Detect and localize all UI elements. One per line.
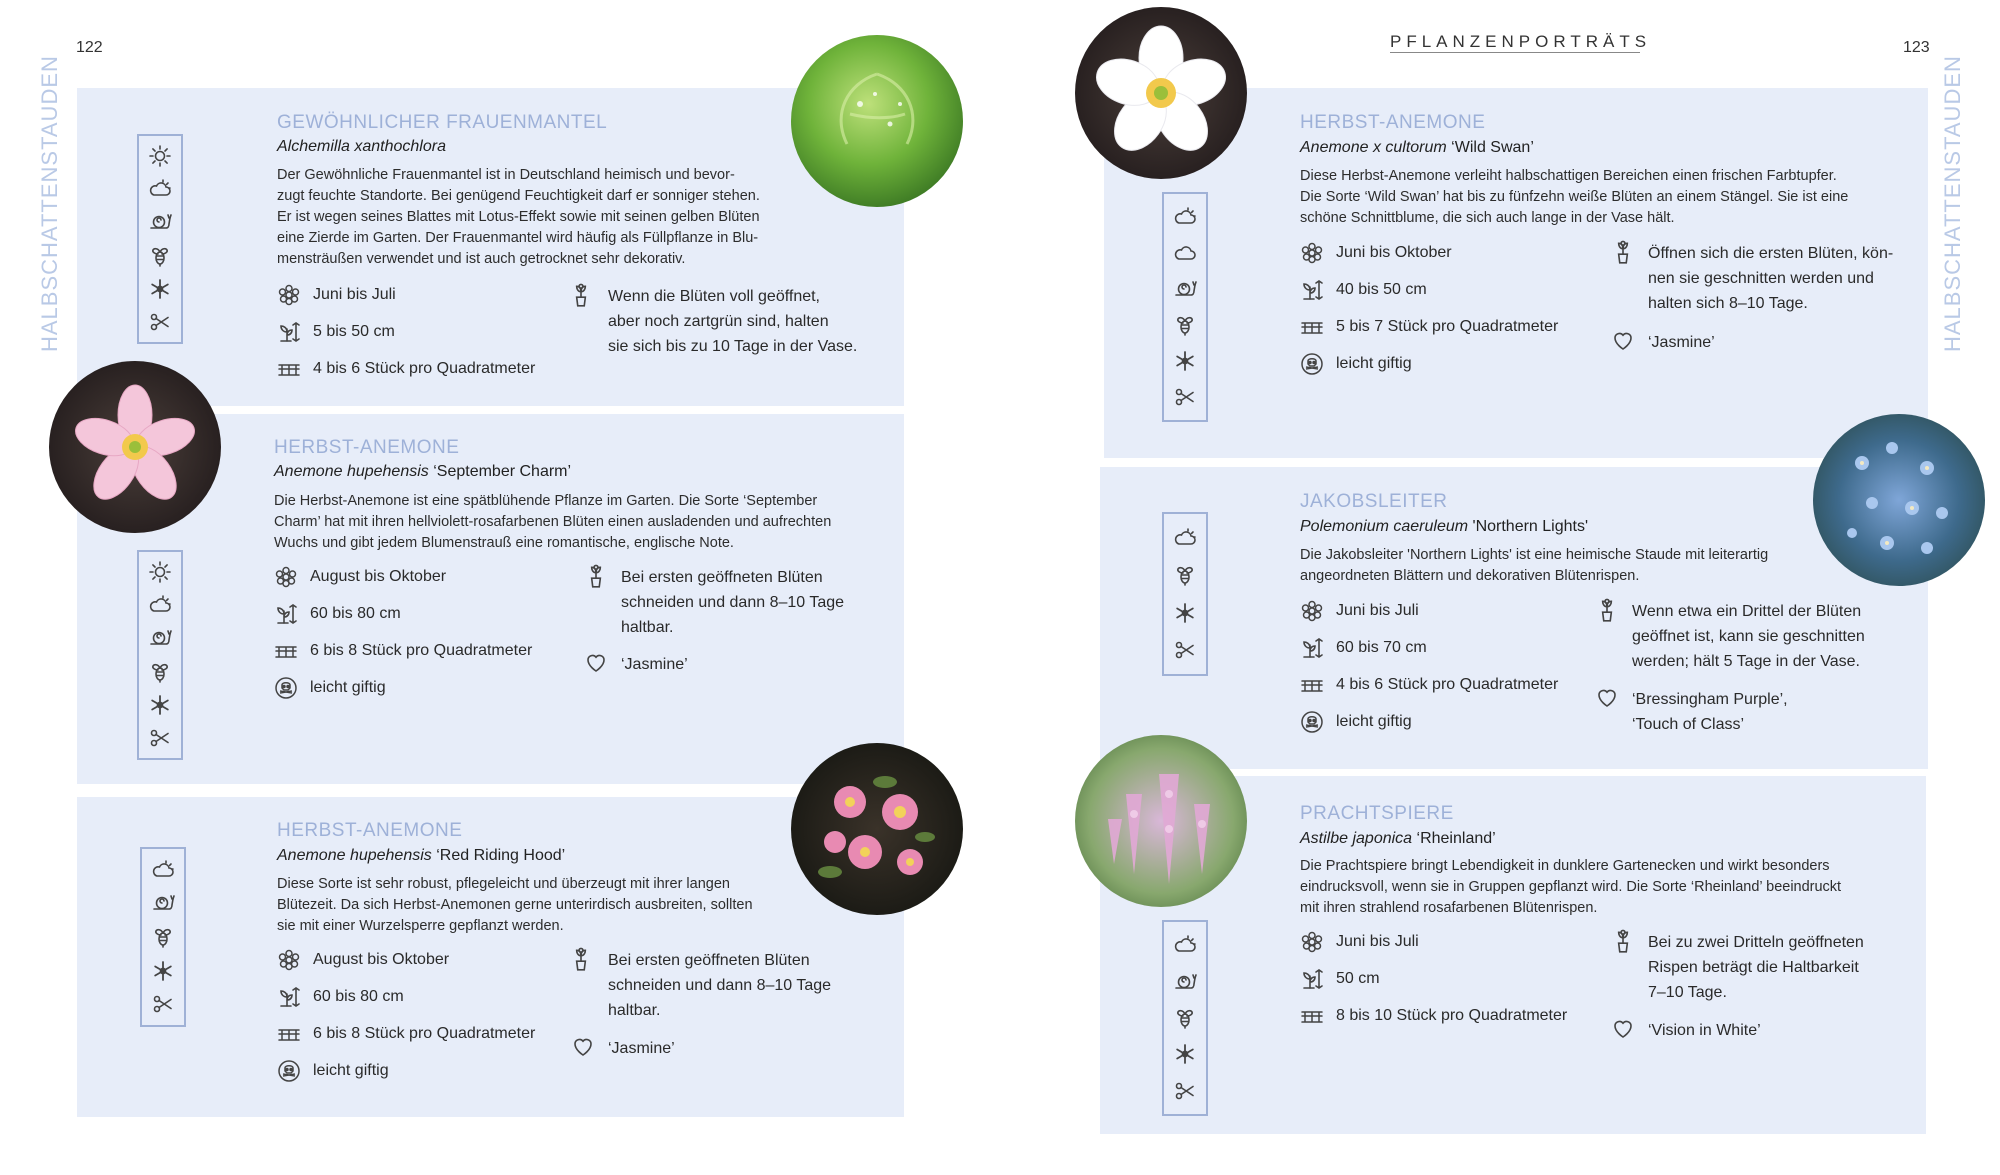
snowflake-icon xyxy=(147,276,173,302)
bloom-period: Juni bis Juli xyxy=(313,285,396,303)
plant-facts xyxy=(275,276,535,387)
plant-photo-wild-swan xyxy=(1074,6,1248,180)
plant-facts xyxy=(1298,234,1558,382)
plant-height: 60 bis 80 cm xyxy=(313,987,404,1005)
flower-icon xyxy=(1298,928,1326,956)
plant-description: Die Herbst-Anemone ist eine spätblühende Pflanze im Garten. Die Sorte ‘September Charm’ hat mit ihren hellviolett-rosafarbenen Blüten einen ausladenden und aufrechten Wuchs und gibt jedem Blumenstrauß eine romantische, englische Note. xyxy=(274,493,832,551)
plant-photo-frauenmantel xyxy=(790,34,964,208)
half-shade-icon xyxy=(1172,525,1198,551)
plant-title: PRACHTSPIERE xyxy=(1300,803,1454,824)
plant-height: 60 bis 70 cm xyxy=(1336,638,1427,656)
plant-title: HERBST-ANEMONE xyxy=(277,820,463,841)
flower-icon xyxy=(1298,239,1326,267)
spacing-icon xyxy=(1298,313,1326,341)
bee-icon xyxy=(147,659,173,685)
plant-spacing: 8 bis 10 Stück pro Quadratmeter xyxy=(1336,1006,1568,1024)
vase-icon xyxy=(1610,239,1638,267)
bloom-period: August bis Oktober xyxy=(313,950,450,968)
sun-icon xyxy=(147,559,173,585)
plant-latin-name: Polemonium caeruleum 'Northern Lights' xyxy=(1300,518,1589,535)
snail-icon xyxy=(147,625,173,651)
scissors-icon xyxy=(147,725,173,751)
flower-icon xyxy=(275,281,303,309)
half-shade-icon xyxy=(1172,932,1198,958)
plant-title: HERBST-ANEMONE xyxy=(274,437,460,458)
bee-icon xyxy=(1172,1005,1198,1031)
plant-spacing: 4 bis 6 Stück pro Quadratmeter xyxy=(1336,675,1559,693)
header-underline xyxy=(1390,52,1640,53)
plant-description: Der Gewöhnliche Frauenmantel ist in Deutschland heimisch und bevor- zugt feuchte Standorte. Bei genügend Feuchtigkeit darf er sonniger stehen. Er ist wegen seines Blattes mit Lotus-Effekt sowie mit seinen gelben Blüten eine Zierde im Garten. Der Frauenmantel wird häufig als Füllpflanze in Blu- mensträußen verwendet und ist auch getrocknet sehr dekorativ. xyxy=(277,167,760,267)
half-shade-icon xyxy=(147,176,173,202)
plant-facts xyxy=(272,558,532,706)
plant-facts xyxy=(1298,923,1567,1034)
toxic-icon xyxy=(1298,708,1326,736)
plant-latin-name: Astilbe japonica ‘Rheinland’ xyxy=(1300,830,1496,847)
pairing-text: ‘Jasmine’ xyxy=(1648,334,1715,351)
plant-facts xyxy=(1298,592,1558,740)
scissors-icon xyxy=(147,309,173,335)
cloud-icon xyxy=(1172,240,1198,266)
spacing-icon xyxy=(272,637,300,665)
vase-life-text: Bei ersten geöffneten Blüten schneiden und dann 8–10 Tage haltbar. xyxy=(621,569,845,636)
plant-height: 5 bis 50 cm xyxy=(313,322,395,340)
plant-spacing: 4 bis 6 Stück pro Quadratmeter xyxy=(313,359,536,377)
half-shade-icon xyxy=(147,592,173,618)
plant-spacing: 6 bis 8 Stück pro Quadratmeter xyxy=(313,1024,536,1042)
page-number-right: 123 xyxy=(1903,39,1930,56)
icon-bar xyxy=(140,847,186,1027)
plant-height: 60 bis 80 cm xyxy=(310,604,401,622)
toxic-icon xyxy=(275,1057,303,1085)
half-shade-icon xyxy=(150,857,176,883)
bloom-period: Juni bis Juli xyxy=(1336,601,1419,619)
plant-latin-name: Alchemilla xanthochlora xyxy=(277,138,446,155)
height-icon xyxy=(1298,276,1326,304)
height-icon xyxy=(1298,965,1326,993)
toxicity: leicht giftig xyxy=(310,678,386,696)
vase-life-text: Bei zu zwei Dritteln geöffneten Rispen beträgt die Haltbarkeit 7–10 Tage. xyxy=(1648,934,1864,1001)
flower-icon xyxy=(272,563,300,591)
snail-icon xyxy=(1172,276,1198,302)
plant-description: Diese Herbst-Anemone verleiht halbschattigen Bereichen einen frischen Farbtupfer. Die Sorte ‘Wild Swan’ hat bis zu fünfzehn weiße Blüten an einem Stängel. Sie ist eine schöne Schnittblume, die sich auch lange in der Vase hält. xyxy=(1300,168,1849,226)
plant-description: Diese Sorte ist sehr robust, pflegeleicht und überzeugt mit ihrer langen Blütezeit. Da sich Herbst-Anemonen gerne unterirdisch ausbreiten, sollten sie mit einer Wurzelsperre gepflanzt werden. xyxy=(277,876,753,934)
side-label-left: HALBSCHATTENSTAUDEN xyxy=(37,55,62,352)
plant-latin-name: Anemone hupehensis ‘September Charm’ xyxy=(274,463,572,480)
vase-life-text: Öffnen sich die ersten Blüten, kön- nen sie geschnitten werden und halten sich 8–10 Tage. xyxy=(1648,245,1894,312)
page-header: PFLANZENPORTRÄTS xyxy=(1390,32,1652,51)
snowflake-icon xyxy=(1172,600,1198,626)
bloom-period: August bis Oktober xyxy=(310,567,447,585)
spacing-icon xyxy=(275,1020,303,1048)
scissors-icon xyxy=(150,991,176,1017)
plant-photo-prachtspiere xyxy=(1074,734,1248,908)
snowflake-icon xyxy=(1172,348,1198,374)
icon-bar xyxy=(1162,512,1208,676)
vase-life-text: Bei ersten geöffneten Blüten schneiden und dann 8–10 Tage haltbar. xyxy=(608,952,832,1019)
heart-icon xyxy=(1611,329,1639,357)
scissors-icon xyxy=(1172,384,1198,410)
toxicity: leicht giftig xyxy=(1336,712,1412,730)
plant-title: JAKOBSLEITER xyxy=(1300,491,1448,512)
plant-title: HERBST-ANEMONE xyxy=(1300,112,1486,133)
icon-bar xyxy=(1162,920,1208,1116)
plant-height: 40 bis 50 cm xyxy=(1336,280,1427,298)
icon-bar xyxy=(137,550,183,760)
icon-bar xyxy=(1162,192,1208,422)
scissors-icon xyxy=(1172,637,1198,663)
bee-icon xyxy=(1172,562,1198,588)
heart-icon xyxy=(571,1035,599,1063)
snail-icon xyxy=(150,890,176,916)
plant-latin-name: Anemone hupehensis ‘Red Riding Hood’ xyxy=(277,847,566,864)
plant-description: Die Prachtspiere bringt Lebendigkeit in dunklere Gartenecken und wirkt besonders eindrucksvoll, wenn sie in Gruppen gepflanzt wird. Die Sorte ‘Rheinland’ beeindruckt mit ihren strahlend rosafarbenen Blütenrispen. xyxy=(1300,858,1842,916)
spacing-icon xyxy=(1298,1002,1326,1030)
vase-icon xyxy=(568,946,596,974)
snowflake-icon xyxy=(147,692,173,718)
vase-life-text: Wenn die Blüten voll geöffnet, aber noch zartgrün sind, halten sie sich bis zu 10 Tage in der Vase. xyxy=(608,288,858,355)
bee-icon xyxy=(147,243,173,269)
height-icon xyxy=(272,600,300,628)
plant-photo-jakobsleiter xyxy=(1812,413,1986,587)
plant-photo-september-charm xyxy=(48,360,222,534)
sun-icon xyxy=(147,143,173,169)
plant-height: 50 cm xyxy=(1336,969,1380,987)
bloom-period: Juni bis Juli xyxy=(1336,932,1419,950)
bloom-period: Juni bis Oktober xyxy=(1336,243,1452,261)
scissors-icon xyxy=(1172,1078,1198,1104)
height-icon xyxy=(1298,634,1326,662)
flower-icon xyxy=(275,946,303,974)
icon-bar xyxy=(137,134,183,344)
spacing-icon xyxy=(275,355,303,383)
plant-description: Die Jakobsleiter 'Northern Lights' ist eine heimische Staude mit leiterartig angeordneten Blättern und dekorativen Blütenrispen. xyxy=(1300,547,1769,584)
toxicity: leicht giftig xyxy=(313,1061,389,1079)
plant-facts xyxy=(275,941,535,1089)
bee-icon xyxy=(150,924,176,950)
vase-icon xyxy=(1610,928,1638,956)
page-number-left: 122 xyxy=(76,39,103,56)
vase-icon xyxy=(568,282,596,310)
snowflake-icon xyxy=(150,958,176,984)
height-icon xyxy=(275,983,303,1011)
plant-spacing: 6 bis 8 Stück pro Quadratmeter xyxy=(310,641,533,659)
pairing-text: ‘Vision in White’ xyxy=(1648,1022,1761,1039)
side-label-right: HALBSCHATTENSTAUDEN xyxy=(1940,55,1965,352)
heart-icon xyxy=(1595,686,1623,714)
spacing-icon xyxy=(1298,671,1326,699)
toxic-icon xyxy=(1298,350,1326,378)
heart-icon xyxy=(584,651,612,679)
vase-life-text: Wenn etwa ein Drittel der Blüten geöffnet ist, kann sie geschnitten werden; hält 5 Tage in der Vase. xyxy=(1632,603,1865,670)
heart-icon xyxy=(1611,1017,1639,1045)
flower-icon xyxy=(1298,597,1326,625)
toxicity: leicht giftig xyxy=(1336,354,1412,372)
bee-icon xyxy=(1172,312,1198,338)
pairing-text: ‘Jasmine’ xyxy=(608,1040,675,1057)
toxic-icon xyxy=(272,674,300,702)
plant-title: GEWÖHNLICHER FRAUENMANTEL xyxy=(277,112,608,133)
snowflake-icon xyxy=(1172,1041,1198,1067)
half-shade-icon xyxy=(1172,204,1198,230)
pairing-text: ‘Bressingham Purple’, ‘Touch of Class’ xyxy=(1632,691,1788,733)
plant-latin-name: Anemone x cultorum ‘Wild Swan’ xyxy=(1300,139,1534,156)
pairing-text: ‘Jasmine’ xyxy=(621,656,688,673)
vase-icon xyxy=(583,563,611,591)
plant-spacing: 5 bis 7 Stück pro Quadratmeter xyxy=(1336,317,1559,335)
vase-icon xyxy=(1594,597,1622,625)
height-icon xyxy=(275,318,303,346)
snail-icon xyxy=(1172,969,1198,995)
snail-icon xyxy=(147,209,173,235)
